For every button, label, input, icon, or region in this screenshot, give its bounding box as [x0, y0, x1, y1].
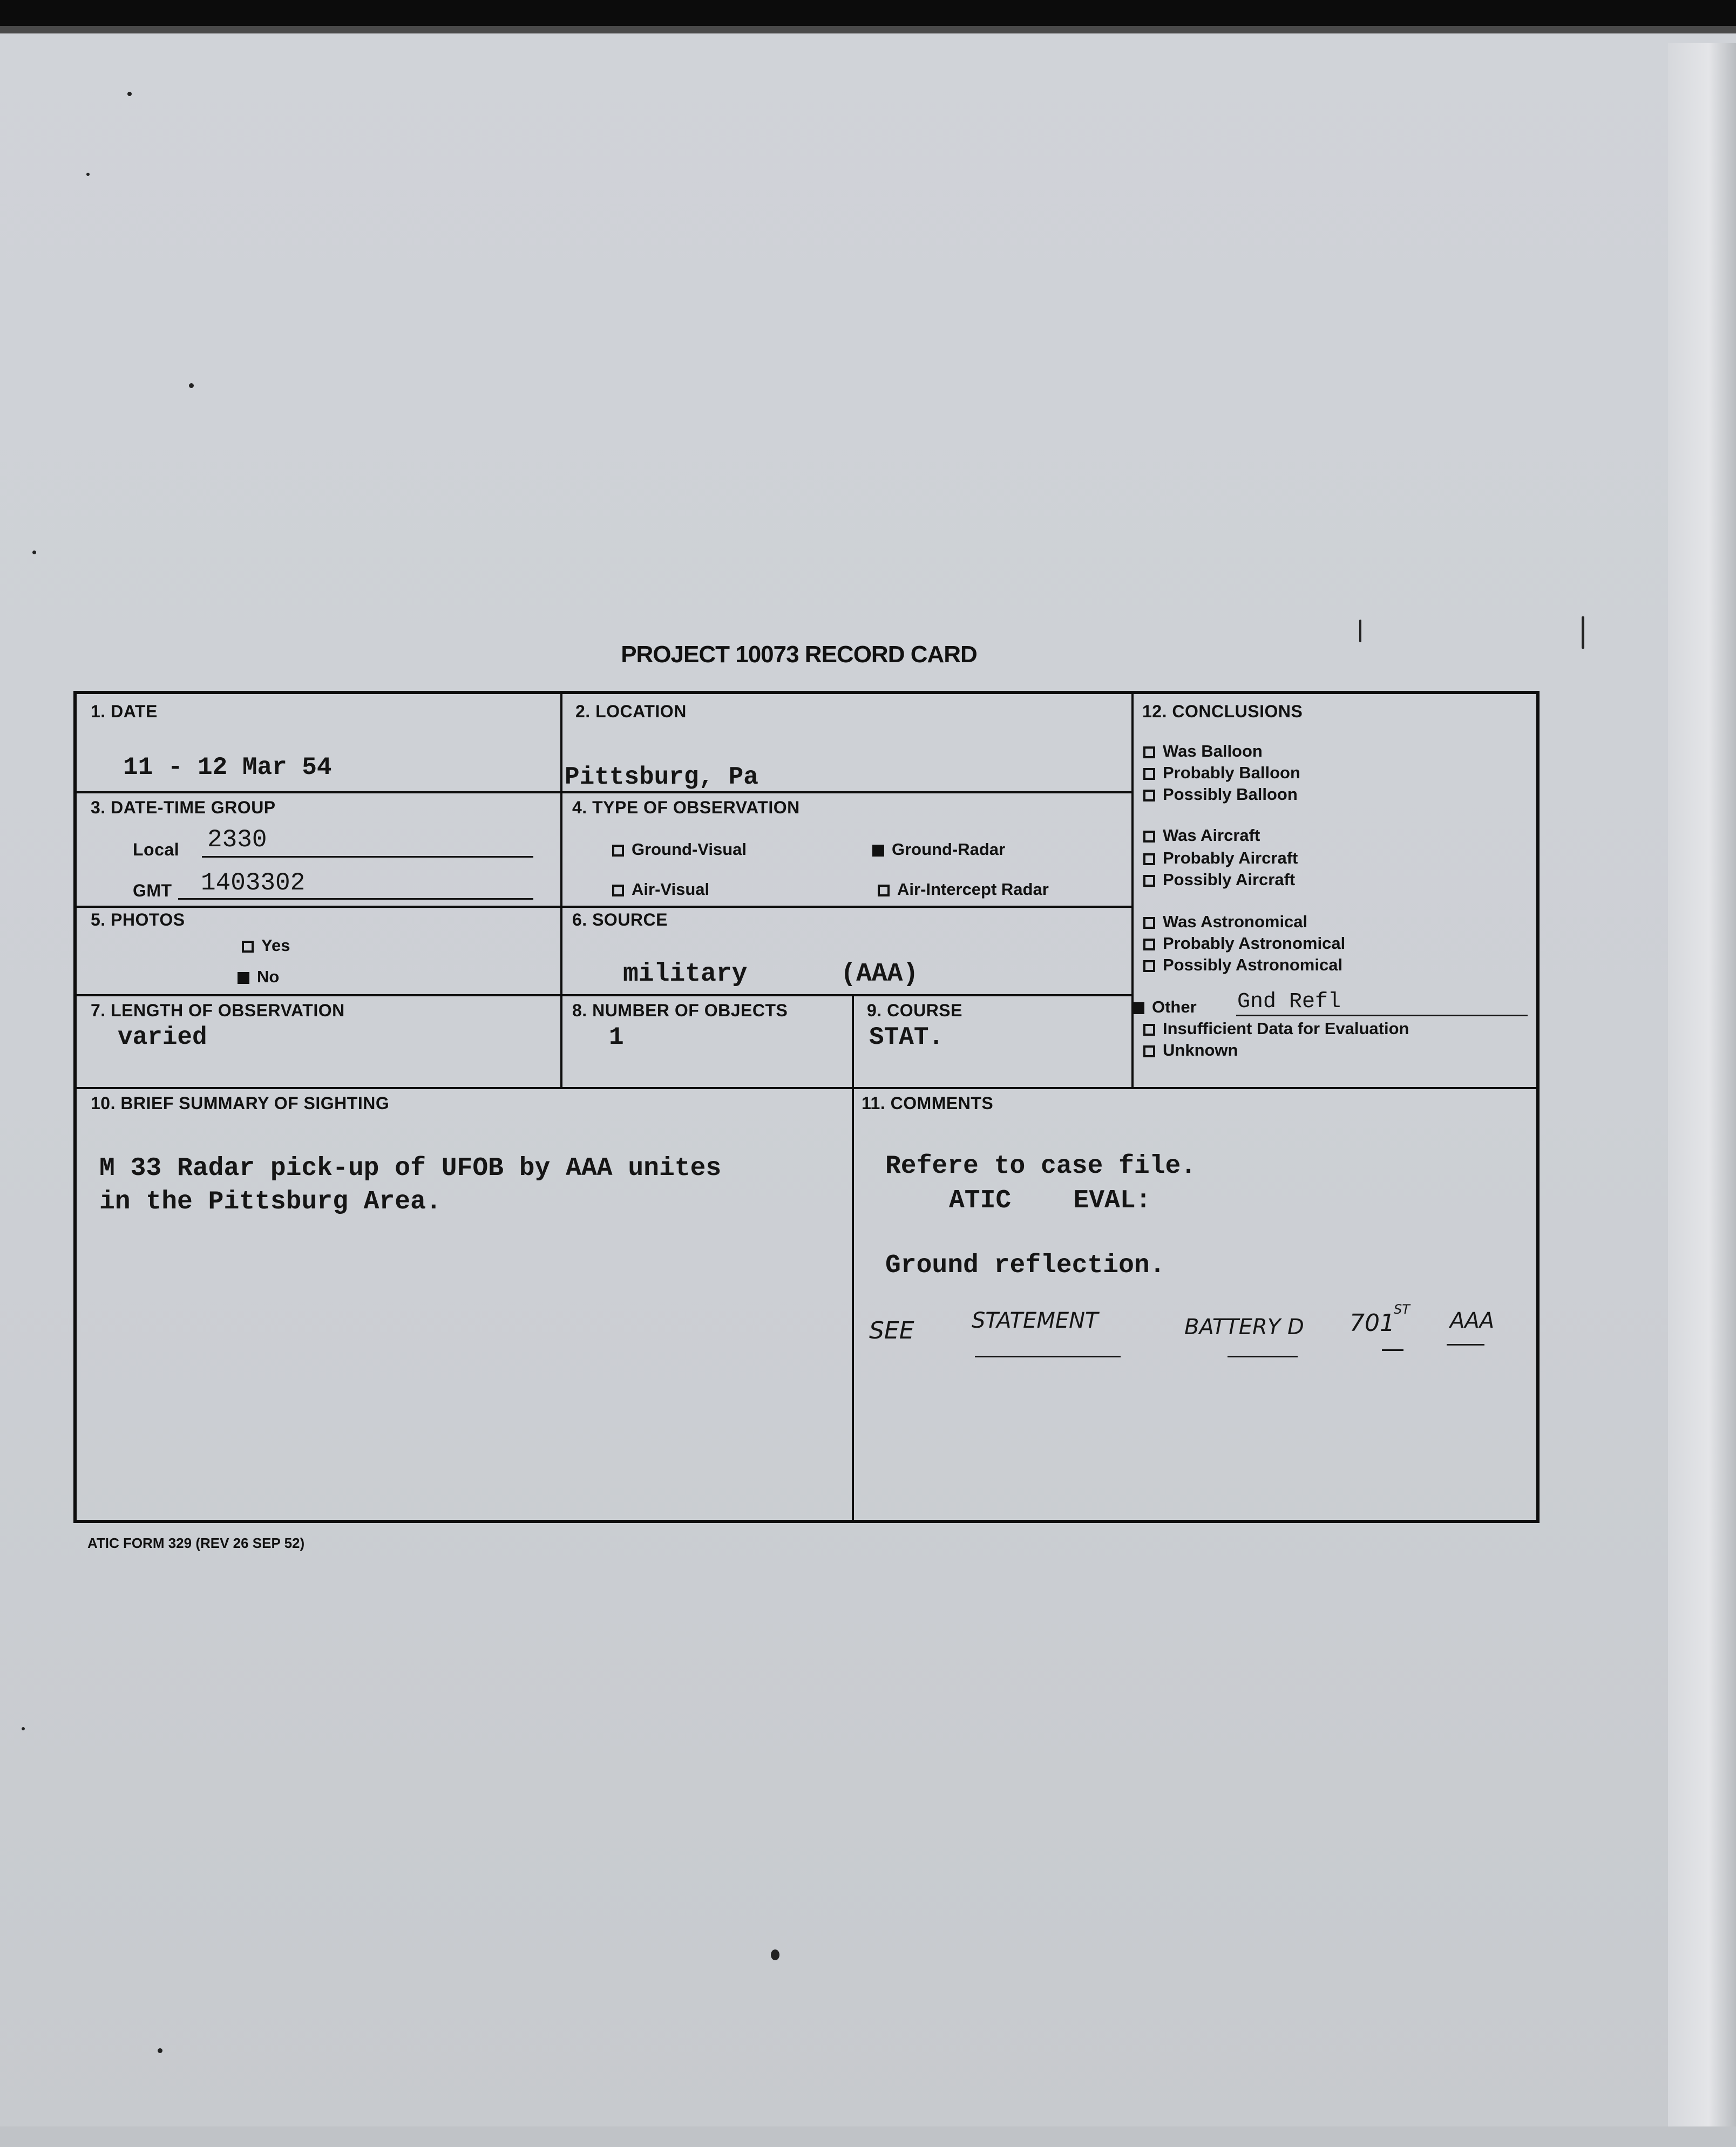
scan-speck — [32, 551, 36, 554]
possibly-astronomical-label: Possibly Astronomical — [1163, 955, 1343, 974]
ground-radar-label: Ground-Radar — [892, 840, 1006, 859]
scan-speck — [1359, 620, 1361, 642]
handwritten-battery-underline — [1228, 1356, 1298, 1357]
source-label: 6. SOURCE — [572, 910, 668, 929]
air-intercept-radar-checkbox[interactable] — [878, 885, 890, 896]
handwritten-st: ST — [1394, 1302, 1410, 1317]
form-border-right — [1536, 691, 1540, 1523]
conclusion-possibly-astronomical[interactable] — [1143, 955, 1342, 975]
unknown-label: Unknown — [1163, 1041, 1238, 1059]
air-visual-label: Air-Visual — [632, 880, 710, 899]
gmt-time-underline — [178, 898, 533, 900]
handwritten-see: SEE — [869, 1317, 914, 1344]
divider-col-c — [852, 995, 854, 1522]
scan-speck — [127, 92, 132, 96]
probably-aircraft-label: Probably Aircraft — [1163, 848, 1298, 867]
form-border-bottom — [73, 1520, 1540, 1523]
photos-no-label: No — [257, 967, 280, 986]
was-aircraft-label: Was Aircraft — [1163, 826, 1260, 845]
location-value: Pittsburg, Pa — [565, 763, 758, 791]
type-of-observation-label: 4. TYPE OF OBSERVATION — [572, 798, 800, 817]
source-value: military (AAA) — [623, 960, 919, 989]
conclusion-was-balloon[interactable] — [1143, 742, 1263, 761]
scan-speck — [86, 173, 90, 176]
brief-summary-line-2: in the Pittsburg Area. — [99, 1187, 442, 1217]
length-of-observation-value: varied — [118, 1023, 207, 1051]
photos-yes-checkbox[interactable] — [242, 941, 254, 953]
comments-line-3: Ground reflection. — [885, 1251, 1165, 1280]
conclusion-probably-balloon[interactable] — [1143, 763, 1300, 783]
probably-balloon-checkbox[interactable] — [1143, 768, 1155, 780]
divider-row-3 — [73, 994, 1133, 996]
conclusion-insufficient-data[interactable] — [1143, 1019, 1409, 1038]
form-border-left — [73, 691, 77, 1523]
length-of-observation-label: 7. LENGTH OF OBSERVATION — [91, 1001, 345, 1020]
photos-yes-label: Yes — [261, 936, 290, 955]
local-time-value: 2330 — [207, 826, 267, 854]
scan-right-margin — [1668, 43, 1736, 2147]
obs-ground-visual[interactable] — [612, 839, 747, 860]
was-astronomical-checkbox[interactable] — [1143, 917, 1155, 929]
number-of-objects-label: 8. NUMBER OF OBJECTS — [572, 1001, 788, 1020]
brief-summary-label: 10. BRIEF SUMMARY OF SIGHTING — [91, 1093, 390, 1113]
conclusion-other[interactable] — [1133, 997, 1197, 1017]
photos-label: 5. PHOTOS — [91, 910, 185, 929]
number-of-objects-value: 1 — [609, 1023, 624, 1051]
comments-label: 11. COMMENTS — [862, 1093, 994, 1113]
conclusion-possibly-aircraft[interactable] — [1143, 870, 1295, 889]
ground-visual-checkbox[interactable] — [612, 845, 624, 857]
was-astronomical-label: Was Astronomical — [1163, 912, 1308, 931]
air-intercept-radar-label: Air-Intercept Radar — [897, 880, 1049, 899]
handwritten-statement-underline — [975, 1356, 1121, 1357]
gmt-time-value: 1403302 — [201, 869, 306, 897]
location-label: 2. LOCATION — [575, 702, 687, 721]
course-value: STAT. — [869, 1023, 944, 1051]
comments-line-1: Refere to case file. — [885, 1152, 1197, 1181]
insufficient-data-label: Insufficient Data for Evaluation — [1163, 1019, 1409, 1038]
probably-balloon-label: Probably Balloon — [1163, 763, 1300, 782]
possibly-astronomical-checkbox[interactable] — [1143, 960, 1155, 972]
possibly-balloon-label: Possibly Balloon — [1163, 785, 1298, 804]
photos-yes[interactable] — [242, 935, 290, 956]
handwritten-aaa-underline — [1447, 1344, 1484, 1346]
obs-air-visual[interactable] — [612, 879, 709, 900]
brief-summary-line-1: M 33 Radar pick-up of UFOB by AAA unites — [99, 1154, 722, 1183]
probably-astronomical-label: Probably Astronomical — [1163, 934, 1346, 953]
obs-air-intercept-radar[interactable] — [878, 879, 1049, 900]
date-time-group-label: 3. DATE-TIME GROUP — [91, 798, 276, 817]
scan-speck — [189, 383, 194, 388]
other-checkbox[interactable] — [1133, 1002, 1144, 1014]
scan-speck — [158, 2048, 162, 2053]
local-time-underline — [202, 856, 533, 858]
scan-top-border — [0, 0, 1736, 26]
other-value: Gnd Refl — [1237, 990, 1341, 1014]
probably-astronomical-checkbox[interactable] — [1143, 939, 1155, 950]
divider-col-b — [1131, 691, 1134, 1088]
conclusion-probably-astronomical[interactable] — [1143, 934, 1345, 953]
possibly-aircraft-checkbox[interactable] — [1143, 875, 1155, 887]
form-number: ATIC FORM 329 (REV 26 SEP 52) — [87, 1535, 305, 1551]
air-visual-checkbox[interactable] — [612, 885, 624, 896]
local-time-label: Local — [133, 840, 180, 859]
ground-visual-label: Ground-Visual — [632, 840, 747, 859]
probably-aircraft-checkbox[interactable] — [1143, 853, 1155, 865]
scan-speck — [22, 1727, 25, 1730]
course-label: 9. COURSE — [867, 1001, 962, 1020]
was-aircraft-checkbox[interactable] — [1143, 831, 1155, 843]
date-value: 11 - 12 Mar 54 — [123, 753, 332, 782]
conclusion-unknown[interactable] — [1143, 1041, 1238, 1060]
conclusion-possibly-balloon[interactable] — [1143, 785, 1298, 804]
ground-radar-checkbox[interactable] — [872, 845, 884, 857]
handwritten-701-underline — [1382, 1349, 1403, 1351]
conclusion-was-aircraft[interactable] — [1143, 826, 1260, 845]
divider-row-4 — [73, 1087, 1540, 1089]
divider-row-1 — [73, 791, 1133, 793]
insufficient-data-checkbox[interactable] — [1143, 1024, 1155, 1036]
divider-row-2 — [73, 906, 1133, 908]
obs-ground-radar[interactable] — [872, 839, 1005, 860]
card-title: PROJECT 10073 RECORD CARD — [621, 641, 977, 668]
conclusion-probably-aircraft[interactable] — [1143, 848, 1298, 868]
form-border-top — [73, 691, 1540, 694]
handwritten-statement: STATEMENT — [972, 1308, 1098, 1333]
was-balloon-label: Was Balloon — [1163, 742, 1263, 760]
scan-top-shadow — [0, 26, 1736, 33]
handwritten-701: 701 — [1350, 1309, 1395, 1337]
unknown-checkbox[interactable] — [1143, 1045, 1155, 1057]
comments-line-2: ATIC EVAL: — [949, 1186, 1151, 1215]
other-label: Other — [1152, 997, 1197, 1016]
scan-speck — [1582, 616, 1584, 649]
was-balloon-checkbox[interactable] — [1143, 746, 1155, 758]
conclusion-was-astronomical[interactable] — [1143, 912, 1307, 932]
photos-no-checkbox[interactable] — [238, 972, 249, 984]
handwritten-aaa: AAA — [1450, 1308, 1495, 1333]
scan-bottom-margin — [0, 2126, 1736, 2147]
photos-no[interactable] — [238, 966, 279, 988]
possibly-aircraft-label: Possibly Aircraft — [1163, 870, 1296, 889]
divider-col-a — [560, 691, 562, 1088]
conclusions-label: 12. CONCLUSIONS — [1142, 702, 1303, 721]
date-label: 1. DATE — [91, 702, 158, 721]
gmt-time-label: GMT — [133, 881, 172, 900]
other-underline — [1236, 1015, 1528, 1016]
possibly-balloon-checkbox[interactable] — [1143, 790, 1155, 801]
scan-speck — [771, 1949, 779, 1960]
handwritten-battery-d: BATTERY D — [1184, 1315, 1304, 1340]
